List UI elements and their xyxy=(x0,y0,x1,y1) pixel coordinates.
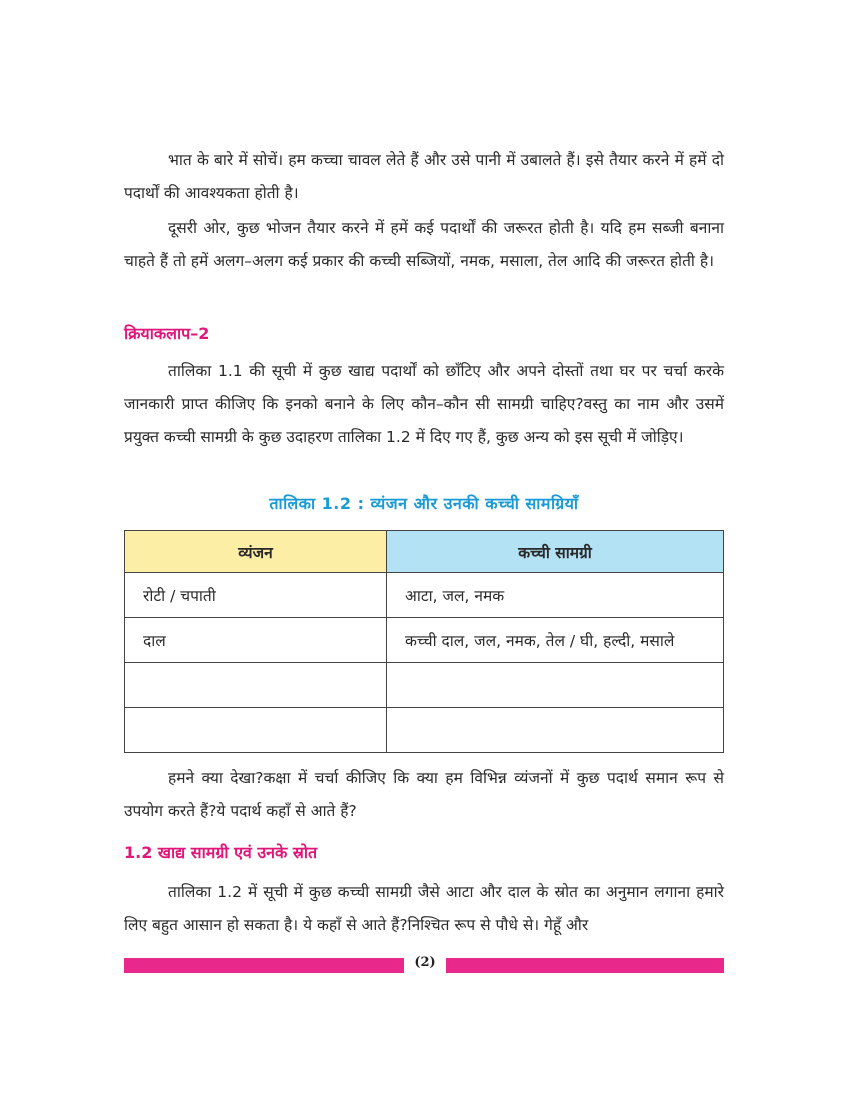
cell-dish: दाल xyxy=(125,618,387,663)
table-header-row xyxy=(125,531,724,573)
paragraph-vegetables: दूसरी ओर, कुछ भोजन तैयार करने में हमें कई पदार्थों की जरूरत होती है। यदि हम सब्जी बनाना चाहते हैं तो हमें अलग–अलग कई प्रकार की कच्ची सब्जियों, नमक, मसाला, तेल आदि की जरूरत होती है। xyxy=(124,219,724,270)
cell-ingredients: कच्ची दाल, जल, नमक, तेल / घी, हल्दी, मसाले xyxy=(387,618,724,663)
table-title: तालिका 1.2 : व्यंजन और उनकी कच्ची सामग्रियाँ xyxy=(269,494,579,513)
ingredients-table xyxy=(124,530,724,753)
paragraph-what-we-saw: हमने क्या देखा?कक्षा में चर्चा कीजिए कि क्या हम विभिन्न व्यंजनों में कुछ पदार्थ समान रूप से उपयोग करते हैं?ये पदार्थ कहाँ से आते हैं? xyxy=(124,769,724,820)
table-row xyxy=(125,708,724,753)
cell-ingredients xyxy=(387,708,724,753)
table-row xyxy=(125,618,724,663)
section-heading: 1.2 खाद्य सामग्री एवं उनके स्रोत xyxy=(124,843,318,862)
paragraph-sources: तालिका 1.2 में सूची में कुछ कच्ची सामग्री जैसे आटा और दाल के स्रोत का अनुमान लगाना हमारे लिए बहुत आसान हो सकता है। ये कहाँ से आते हैं?निश्चित रूप से पौधे से। गेहूँ और xyxy=(124,883,724,934)
header-dish: व्यंजन xyxy=(125,531,387,573)
table-row xyxy=(125,573,724,618)
paragraph-activity: तालिका 1.1 की सूची में कुछ खाद्य पदार्थों को छाँटिए और अपने दोस्तों तथा घर पर चर्चा करके जानकारी प्राप्त कीजिए कि इनको बनाने के लिए कौन–कौन सी सामग्री चाहिए?वस्तु का नाम और उसमें प्रयुक्त कच्ची सामग्री के कुछ उदाहरण तालिका 1.2 में दिए गए हैं, कुछ अन्य को इस सूची में जोड़िए। xyxy=(124,362,724,446)
cell-dish: रोटी / चपाती xyxy=(125,573,387,618)
header-ingredients: कच्ची सामग्री xyxy=(387,531,724,573)
activity-heading: क्रियाकलाप–2 xyxy=(124,324,210,343)
page-number: (2) xyxy=(414,955,436,970)
cell-ingredients xyxy=(387,663,724,708)
table-row xyxy=(125,663,724,708)
cell-dish xyxy=(125,663,387,708)
footer-bar-right xyxy=(446,958,724,973)
cell-ingredients: आटा, जल, नमक xyxy=(387,573,724,618)
cell-dish xyxy=(125,708,387,753)
paragraph-rice: भात के बारे में सोचें। हम कच्चा चावल लेते हैं और उसे पानी में उबालते हैं। इसे तैयार करने में हमें दो पदार्थों की आवश्यकता होती है। xyxy=(124,151,724,202)
footer-bar-left xyxy=(124,958,404,973)
